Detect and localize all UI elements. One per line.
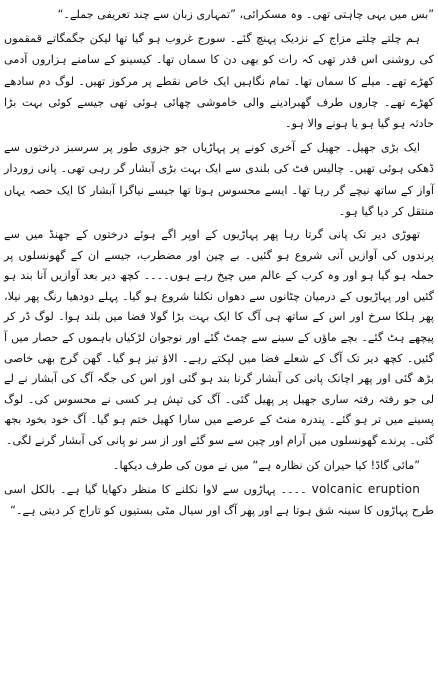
paragraph-dialogue-2: ”مائی گاڈ! کیا حیران کن نظارہ ہے“ میں نے مون کی طرف دیکھا۔ [112, 458, 420, 472]
book-page [4, 4, 434, 696]
paragraph-volcano [4, 479, 434, 521]
paragraph-fire-show: تھوڑی دیر تک پانی گرتا رہا پھر پہاڑیوں کے اوپر اگے ہوئے درختوں کے جھنڈ میں سے پرندوں کی آوازیں آنی شروع ہو گئیں۔ بے چین اور مضطرب، جیسے ان کے گھونسلوں پر حملہ ہو گیا ہو اور وہ کرب کے عالم میں چیخ رہے ہوں۔۔۔۔ کچھ دیر بعد آوازیں آنا بند ہو گئیں اور پہاڑیوں کے درمیان چٹانوں سے دھواں نکلنا شروع ہو گیا۔ پہلے دودھیا رنگ پھر نیلا، پھر ہلکا سرخ اور اس کے ساتھ ہی آگ کا ایک بہت بڑا گولا فضا میں بلند ہوا۔ لوگ ڈر کر پیچھے ہٹ گئے۔ بچے ماؤں کے سینے سے چمٹ گئے اور نوجوان لڑکیاں باہموں کے حصار میں آ گئیں۔ کچھ دیر تک آگ کے شعلے فضا میں لپکتے رہے۔ الاؤ تیز ہو گیا۔ گھن گرج بھی خاصی بڑھ گئی اور پھر اچانک پانی کی آبشار گرنا بند ہو گئی اور اس کی جگہ آگ کی آبشار نے لے لی جو رفتہ رفتہ ساری جھیل پر پھیل گئی۔ آگ کی تپش ہر کسی نے محسوس کی۔ لوگ پسینے میں تر ہو گئے۔ پندرہ منٹ کے عرصے میں سارا کھیل ختم ہو گیا۔ آگ خود بخود بجھ گئی۔ پرندے گھونسلوں میں آرام اور چین سے سو گئے اور از سر نو پانی کی آبشار گرنے لگی۔ [4, 228, 434, 447]
paragraph-casino-scene: ہم چلتے چلتے مزاج کے نزدیک پہنچ گئے۔ سورج غروب ہو گیا تھا لیکن جگمگاتے قمقموں کی روشنی اس قدر تھی کہ رات کو بھی دن کا سماں تھا۔ کیسینو کے سامنے ہزاروں آدمی کھڑے تھے۔ میلے کا سماں تھا۔ تمام نگاہیں ایک خاص نقطے پر مرکوز تھیں۔ لوگ دم سادھے کھڑے تھے۔ چاروں طرف گھبرادینے والی خاموشی چھائی ہوئی تھی جیسے کوئی بہت بڑا حادثہ ہو گیا ہو یا ہونے والا ہو۔ [4, 32, 434, 131]
paragraph-dialogue-1: ”بس میں یہی چاہتی تھی۔ وہ مسکرائی، ”تمہاری زبان سے چند تعریفی جملے۔“ [57, 8, 434, 21]
english-term: volcanic eruption [311, 481, 421, 496]
paragraph-lake-waterfall: ایک بڑی جھیل۔ جھیل کے آخری کونے پر پہاڑیاں جو جزوی طور پر سرسبز درختوں سے ڈھکی ہوئی تھیں۔ چالیس فٹ کی بلندی سے ایک بہت بڑی آبشار گر رہی تھی۔ پانی زوردار آواز کے ساتھ نیچے گر رہا تھا۔ ایسے محسوس ہوتا تھا جیسے نیاگرا آبشار کا ایک حصہ یہاں منتقل کر دیا گیا ہو۔ [4, 141, 434, 218]
volcano-text: ۔۔۔۔ پہاڑوں سے لاوا نکلنے کا منظر دکھایا گیا ہے۔ بالکل اسی طرح پہاڑوں کا سینہ شق ہوتا ہے اور پھر آگ اور سیال مٹی بستیوں کو تاراج کر دیتی ہے۔“ [4, 482, 434, 517]
